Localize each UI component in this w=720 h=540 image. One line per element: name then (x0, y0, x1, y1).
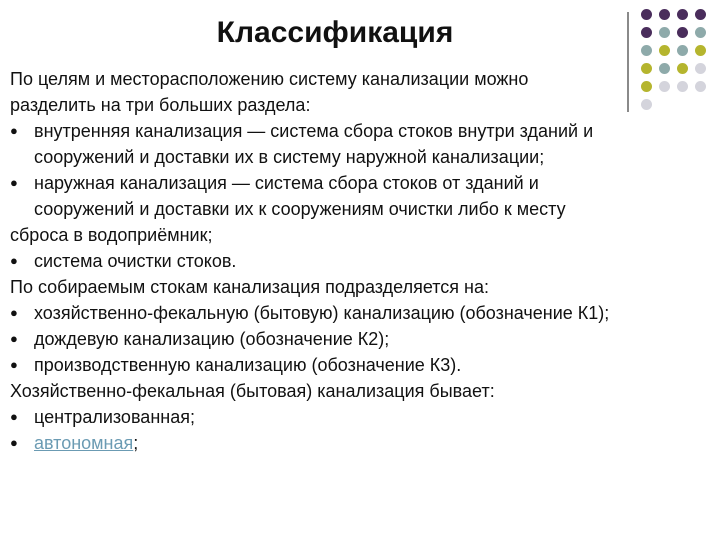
list-item-text: система очистки стоков. (34, 251, 237, 271)
bullet-icon: ● (10, 123, 18, 138)
decor-dot (677, 9, 688, 20)
decor-dot (695, 27, 706, 38)
list-item (10, 170, 715, 222)
bullet-icon: ● (10, 357, 18, 372)
list-item-text: централизованная; (34, 407, 195, 427)
decor-dot (695, 9, 706, 20)
decor-dot (641, 27, 652, 38)
decor-dot (677, 45, 688, 56)
decor-dot (659, 9, 670, 20)
bullet-icon: ● (10, 305, 18, 320)
list-item (10, 352, 715, 378)
list-item-text: дождевую канализацию (обозначение К2); (34, 329, 390, 349)
bullet-icon: ● (10, 253, 18, 268)
page-title: Классификация (216, 16, 454, 49)
list-item-punct: ; (133, 433, 139, 453)
list-item-text: внутренняя канализация — система сбора стоков внутри зданий и (34, 121, 594, 141)
list-item-text: сооружений и доставки их к сооружениям очистки либо к месту (34, 199, 566, 219)
decor-dot (641, 45, 652, 56)
bullet-icon: ● (10, 331, 18, 346)
section-heading: По собираемым стокам канализация подразделяется на: (10, 277, 489, 297)
decor-dot (641, 9, 652, 20)
list-item (10, 326, 715, 352)
list-item-text: сброса в водоприёмник; (10, 225, 213, 245)
list-item-text: производственную канализацию (обозначение К3). (34, 355, 462, 375)
list-item-text: сооружений и доставки их в систему наружной канализации; (34, 147, 545, 167)
list-item-text (34, 430, 715, 456)
autonomous-link[interactable]: автономная (34, 433, 134, 453)
bullet-icon: ● (10, 435, 18, 450)
list-item-text: наружная канализация — система сбора стоков от зданий и (34, 173, 539, 193)
decor-dot (659, 27, 670, 38)
list-item (10, 430, 715, 456)
list-item (10, 248, 715, 274)
list-item (10, 118, 715, 170)
list-item (10, 300, 715, 326)
list-item (10, 404, 715, 430)
bullet-icon: ● (10, 409, 18, 424)
decor-dot (659, 45, 670, 56)
intro-line-1: По целям и месторасположению систему канализации можно (10, 69, 529, 89)
intro-line-2: разделить на три больших раздела: (10, 95, 311, 115)
list-item-text: хозяйственно-фекальную (бытовую) канализацию (обозначение К1); (34, 303, 610, 323)
decor-dot (695, 45, 706, 56)
body-text (10, 66, 715, 456)
section-heading: Хозяйственно-фекальная (бытовая) канализация бывает: (10, 381, 495, 401)
bullet-icon: ● (10, 175, 18, 190)
decor-dot (677, 27, 688, 38)
